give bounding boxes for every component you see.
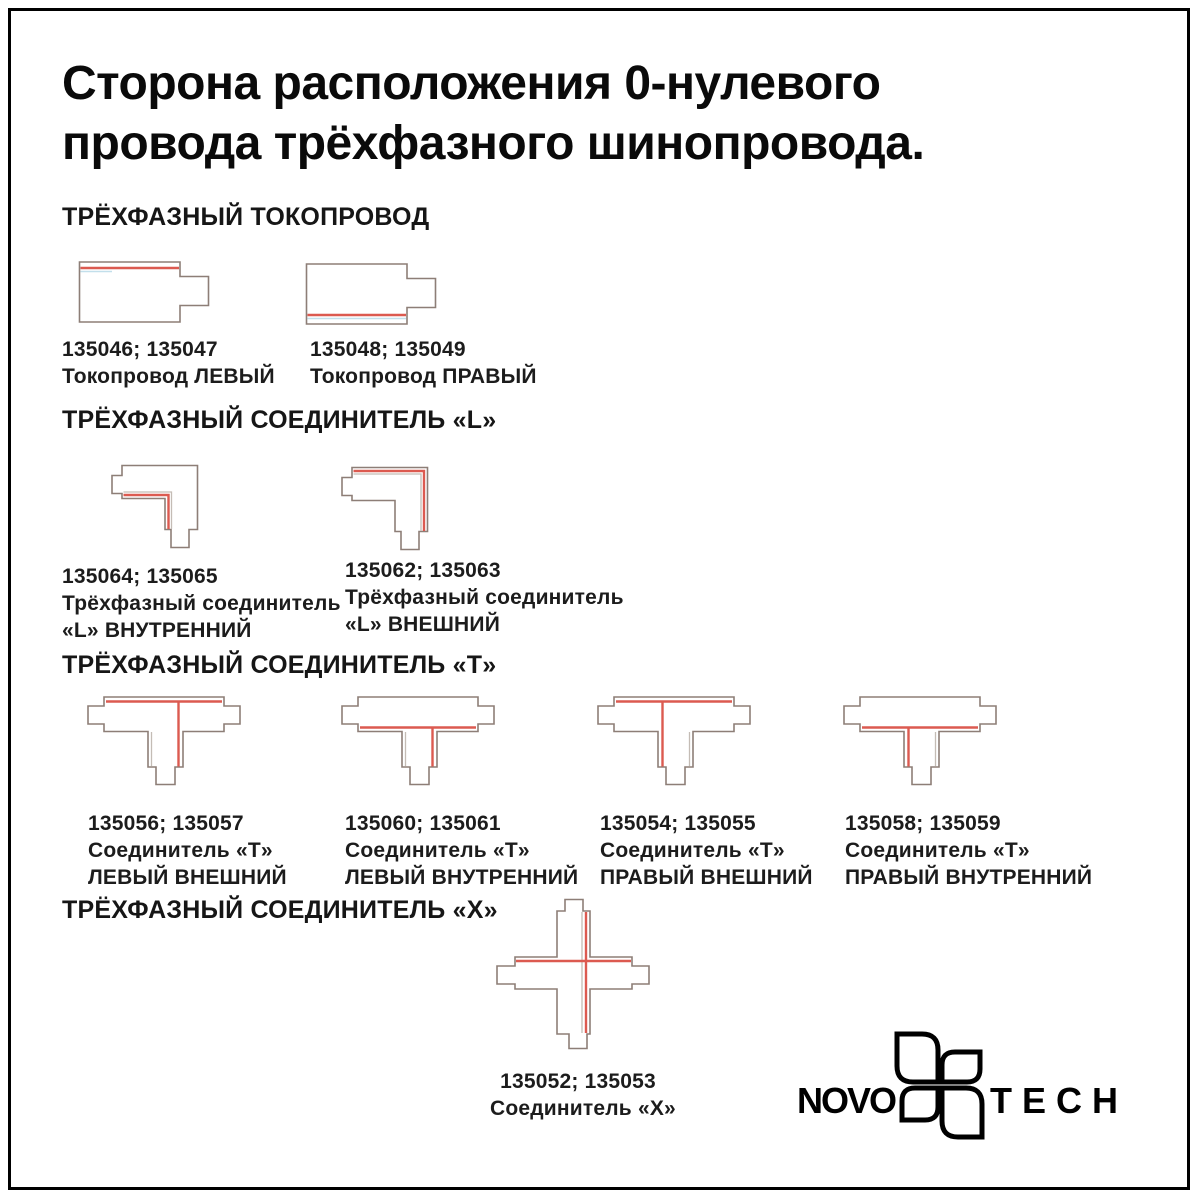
label-connector-t-right-inner (845, 810, 1092, 891)
diagram-connector-t-right-outer (596, 691, 752, 789)
connector-outline (88, 697, 240, 785)
item-variant: ЛЕВЫЙ ВНУТРЕННИЙ (345, 866, 579, 889)
label-connector-t-right-outer (600, 810, 813, 891)
article-codes: 135060; 135061 (345, 812, 501, 835)
article-codes: 135056; 135057 (88, 812, 244, 835)
article-codes: 135054; 135055 (600, 812, 756, 835)
item-name: Соединитель «Т» (88, 839, 273, 862)
label-connector-t-left-outer (88, 810, 287, 891)
diagram-connector-x (495, 898, 651, 1050)
item-name: Токопровод ЛЕВЫЙ (62, 365, 275, 388)
label-tokoprovod-right (310, 336, 537, 390)
logo-text-novo: NOVO (797, 1080, 896, 1121)
article-codes: 135046; 135047 (62, 338, 218, 361)
diagram-connector-l-outer (340, 460, 430, 552)
page-title-line2: провода трёхфазного шинопровода. (62, 117, 925, 170)
diagram-connector-t-right-inner (842, 691, 998, 789)
connector-outline (598, 697, 750, 785)
connector-outline (342, 697, 494, 785)
connector-outline (112, 466, 198, 548)
item-variant: ПРАВЫЙ ВНУТРЕННИЙ (845, 866, 1093, 889)
connector-outline (497, 900, 649, 1049)
connector-outline (342, 468, 428, 550)
item-name: Токопровод ПРАВЫЙ (310, 365, 537, 388)
flower-petal-bottom-right (942, 1088, 982, 1137)
label-tokoprovod-left (62, 336, 275, 390)
article-codes: 135048; 135049 (310, 338, 466, 361)
item-name: Соединитель «Т» (600, 839, 785, 862)
flower-petal-top-right (942, 1052, 980, 1082)
diagram-tokoprovod-right (305, 262, 437, 326)
label-connector-t-left-inner (345, 810, 578, 891)
item-name: Трёхфазный соединитель (345, 586, 624, 609)
flower-petal-top-left (897, 1034, 938, 1082)
flower-petal-bottom-left (902, 1088, 938, 1120)
section-header-connector-l: ТРЁХФАЗНЫЙ СОЕДИНИТЕЛЬ «L» (62, 406, 497, 434)
page-title-line1: Сторона расположения 0-нулевого (62, 57, 881, 110)
label-connector-l-inner (62, 563, 341, 644)
item-name: Соединитель «Т» (845, 839, 1030, 862)
section-header-connector-t: ТРЁХФАЗНЫЙ СОЕДИНИТЕЛЬ «Т» (62, 651, 497, 679)
section-header-connector-x: ТРЁХФАЗНЫЙ СОЕДИНИТЕЛЬ «Х» (62, 896, 498, 924)
diagram-connector-t-left-inner (340, 691, 496, 789)
item-variant: «L» ВНУТРЕННИЙ (62, 619, 252, 642)
article-codes: 135052; 135053 (500, 1070, 656, 1093)
page-title (62, 54, 924, 174)
item-variant: ПРАВЫЙ ВНЕШНИЙ (600, 866, 813, 889)
article-codes: 135058; 135059 (845, 812, 1001, 835)
logo-flower-icon (897, 1034, 983, 1138)
article-codes: 135064; 135065 (62, 565, 218, 588)
diagram-connector-t-left-outer (86, 691, 242, 789)
section-header-tokoprovod: ТРЁХФАЗНЫЙ ТОКОПРОВОД (62, 203, 430, 231)
neutral-line (124, 495, 169, 529)
item-name: Соединитель «Х» (490, 1097, 676, 1120)
connector-outline (844, 697, 996, 785)
logo-text-tech: TECH (990, 1080, 1128, 1121)
label-connector-x (490, 1068, 676, 1122)
item-name: Соединитель «Т» (345, 839, 530, 862)
item-variant: ЛЕВЫЙ ВНЕШНИЙ (88, 866, 287, 889)
item-variant: «L» ВНЕШНИЙ (345, 613, 501, 636)
item-name: Трёхфазный соединитель (62, 592, 341, 615)
diagram-connector-l-inner (110, 458, 200, 550)
article-codes: 135062; 135063 (345, 559, 501, 582)
label-connector-l-outer (345, 557, 624, 638)
diagram-tokoprovod-left (78, 260, 210, 324)
